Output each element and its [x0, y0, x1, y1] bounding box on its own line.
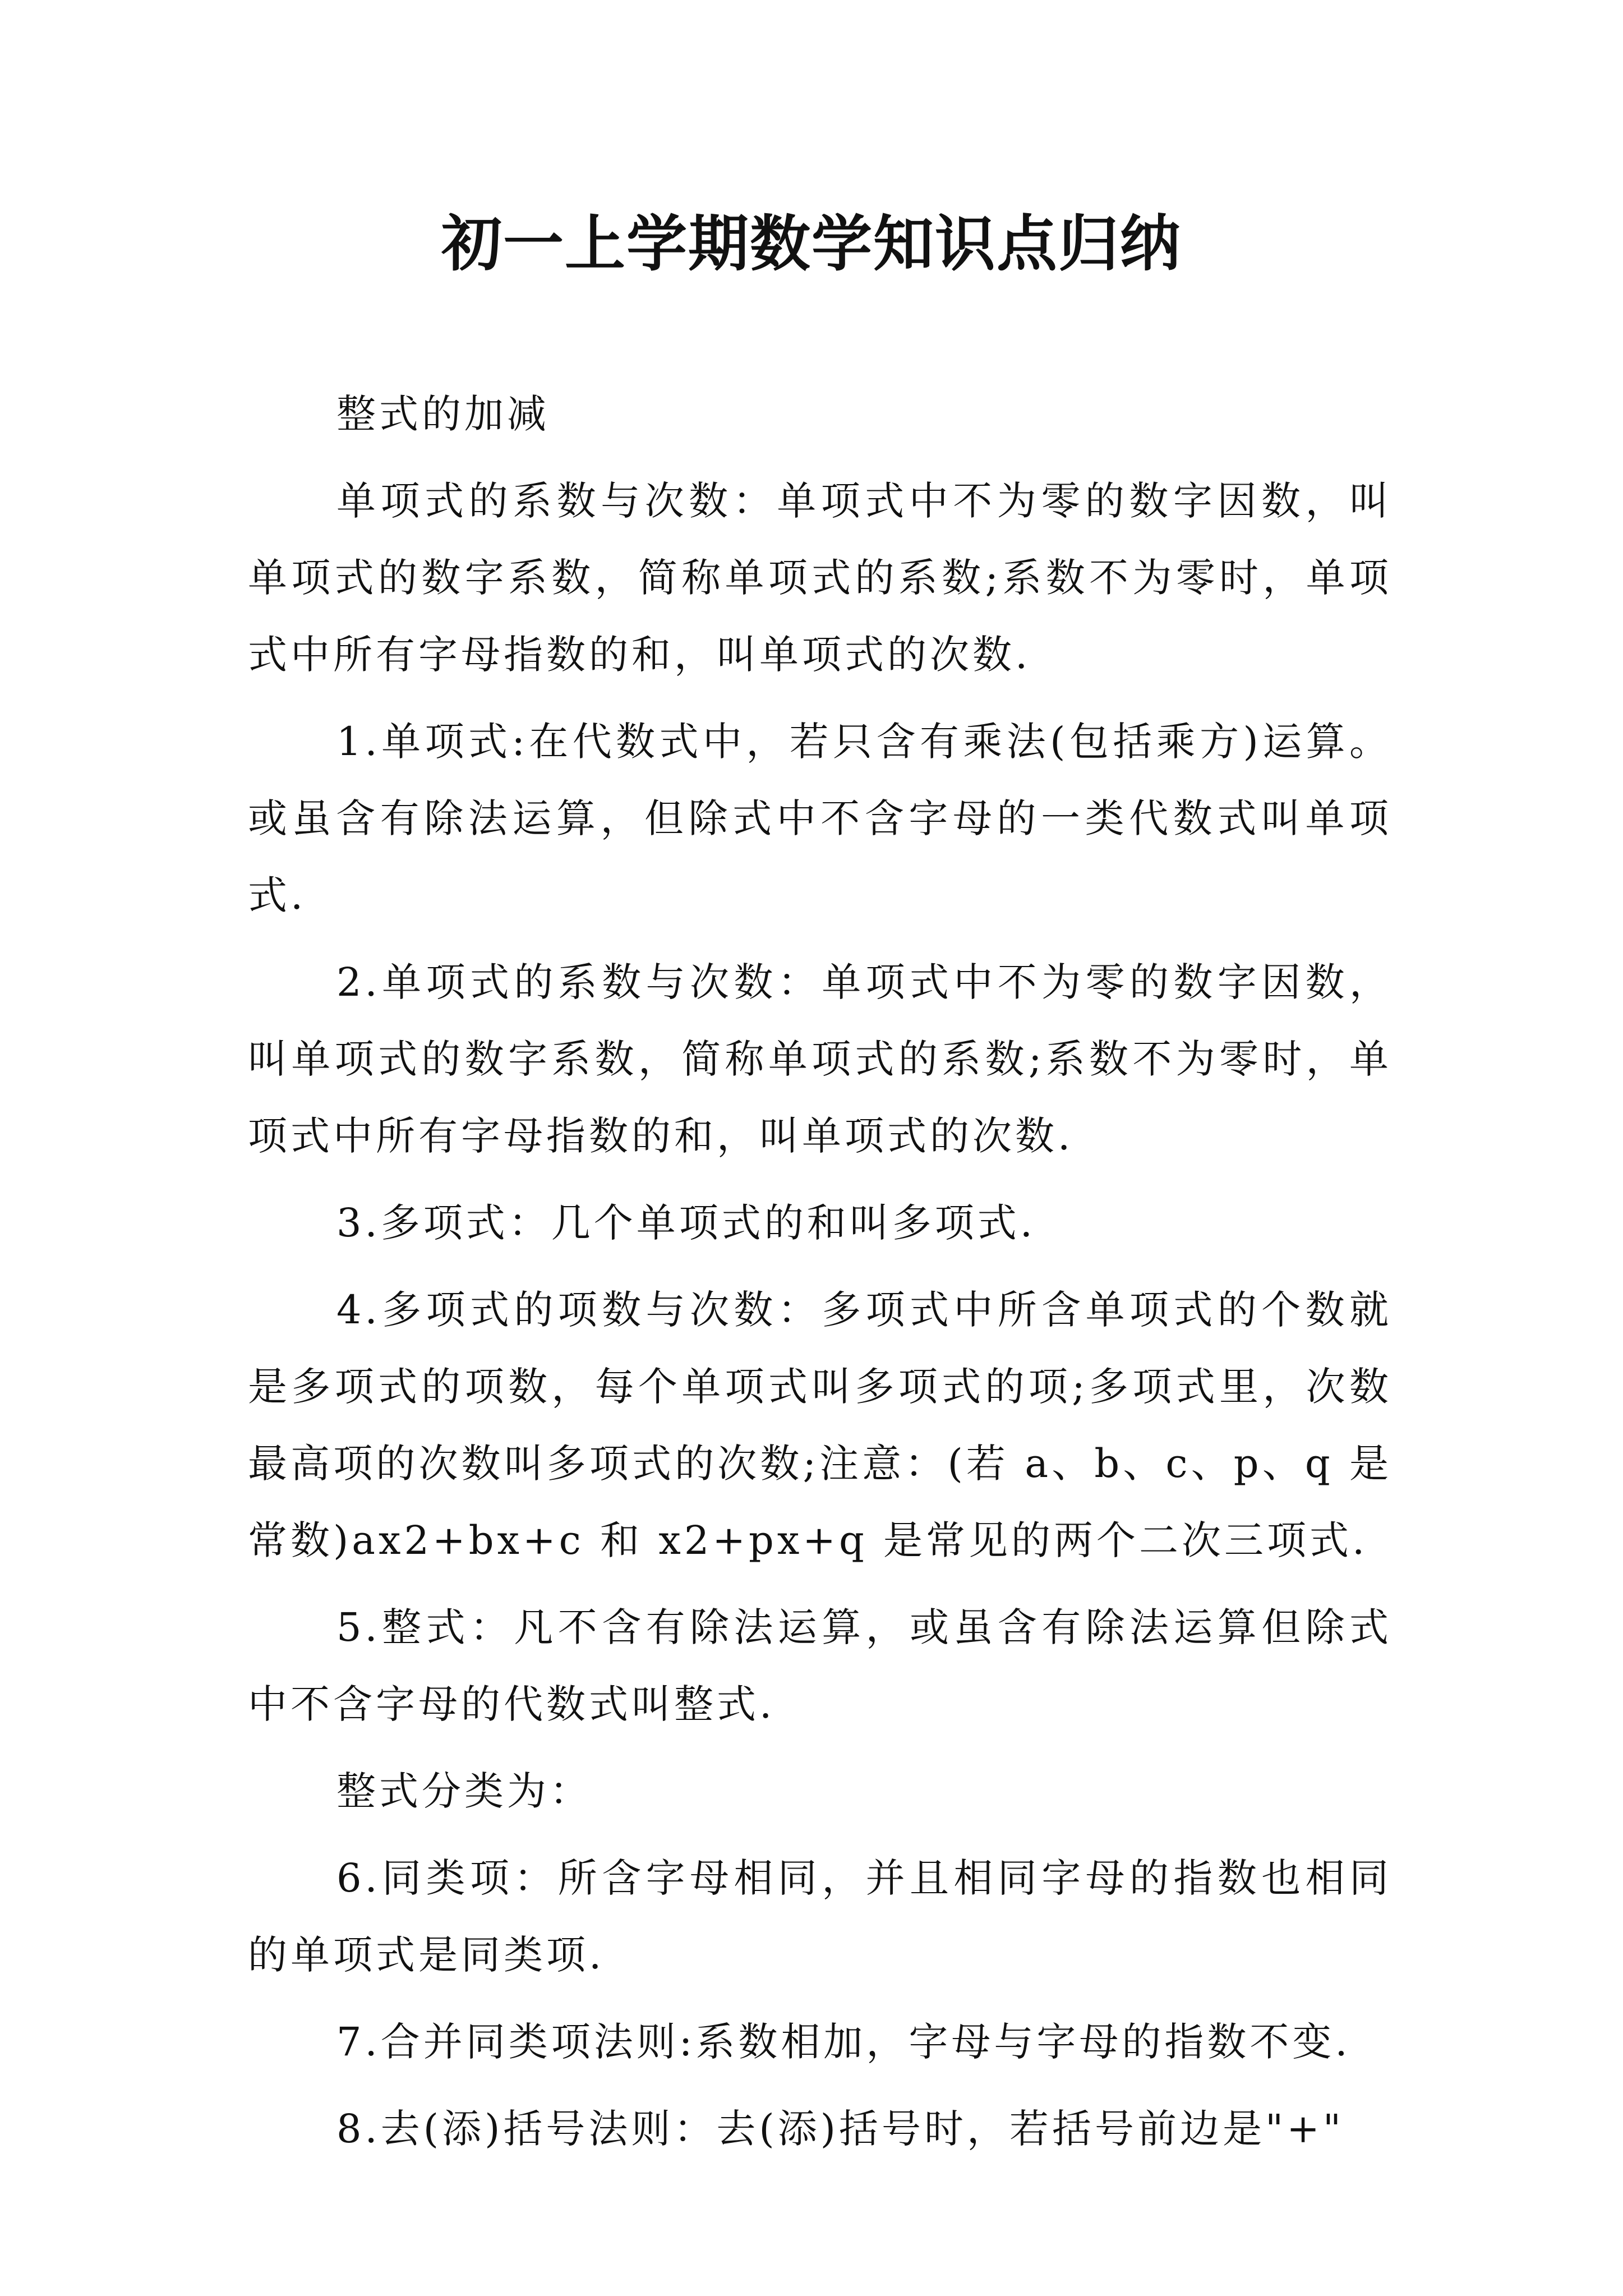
- body-paragraph: 6.同类项：所含字母相同，并且相同字母的指数也相同的单项式是同类项.: [248, 1855, 1392, 1978]
- body-paragraph: 3.多项式：几个单项式的和叫多项式.: [336, 1200, 1036, 1246]
- document-title: 初一上学期数学知识点归纳: [441, 209, 1182, 279]
- body-paragraph: 1.单项式:在代数式中，若只含有乘法(包括乘方)运算。或虽含有除法运算，但除式中不含字母的一类代数式叫单项式.: [248, 719, 1392, 918]
- body-paragraph: 8.去(添)括号法则：去(添)括号时，若括号前边是"+": [336, 2106, 1345, 2152]
- section-heading: 整式的加减: [336, 391, 550, 437]
- body-paragraph: 整式分类为：: [336, 1768, 592, 1814]
- body-paragraph: 4.多项式的项数与次数：多项式中所含单项式的个数就是多项式的项数，每个单项式叫多项式的项;多项式里，次数最高项的次数叫多项式的次数;注意：(若 a、b、c、p、q 是常数)ax2+bx+c 和 x2+px+q 是常见的两个二次三项式.: [248, 1287, 1392, 1563]
- body-paragraph: 2.单项式的系数与次数：单项式中不为零的数字因数，叫单项式的数字系数，简称单项式的系数;系数不为零时，单项式中所有字母指数的和，叫单项式的次数.: [248, 959, 1392, 1159]
- document-body: [248, 376, 1392, 2178]
- body-paragraph: 5.整式：凡不含有除法运算，或虽含有除法运算但除式中不含字母的代数式叫整式.: [248, 1604, 1392, 1727]
- body-paragraph: 7.合并同类项法则:系数相加，字母与字母的指数不变.: [336, 2019, 1351, 2065]
- body-paragraph: 单项式的系数与次数：单项式中不为零的数字因数，叫单项式的数字系数，简称单项式的系数;系数不为零时，单项式中所有字母指数的和，叫单项式的次数.: [248, 478, 1392, 678]
